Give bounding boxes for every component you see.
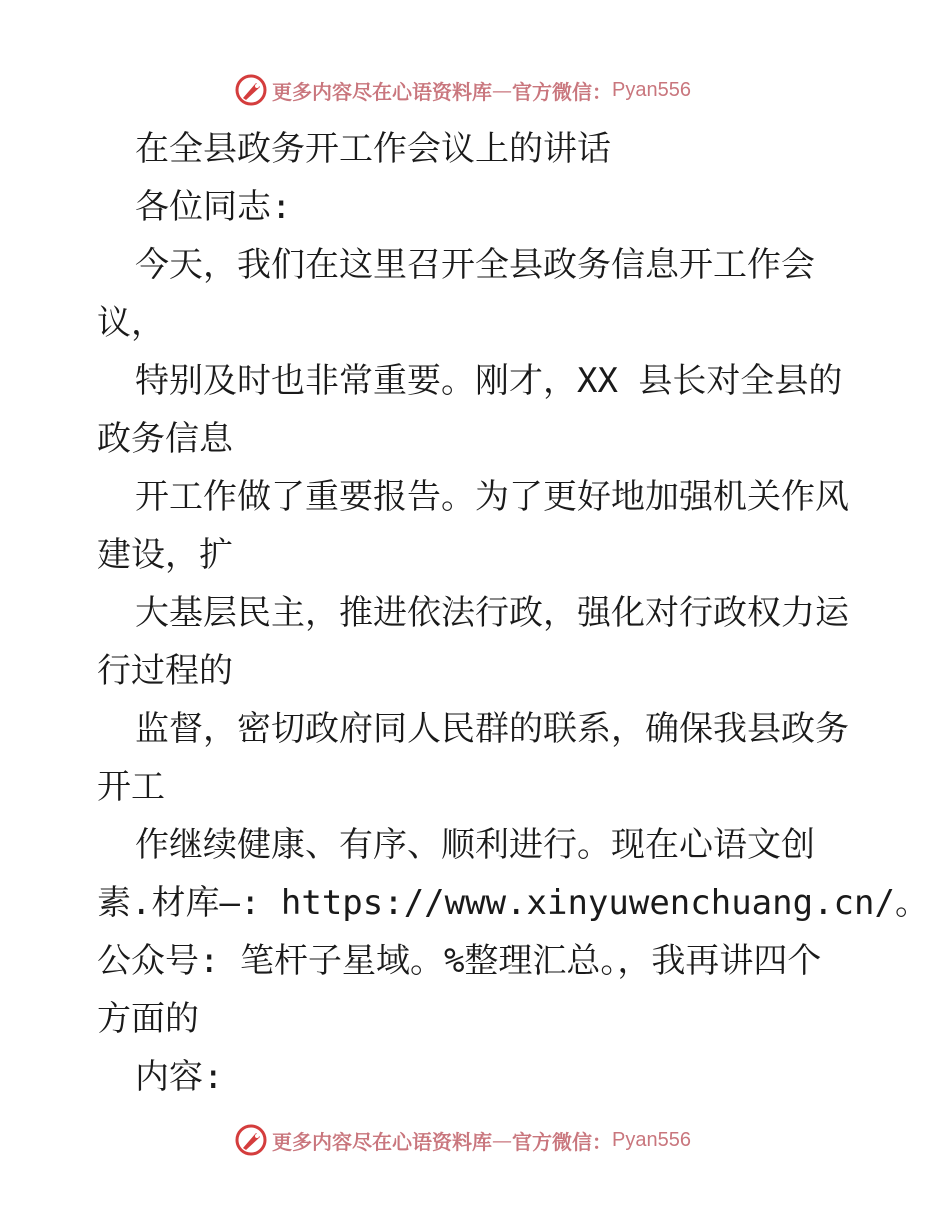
body-line: 开工作做了重要报告。为了更好地加强机关作风 (135, 477, 849, 517)
banner-text: 更多内容尽在心语资料库 (272, 79, 492, 104)
body-line: 今天，我们在这里召开全县政务信息开工作会 (135, 245, 815, 285)
banner-wechat-label: 官方微信： (512, 1129, 612, 1154)
banner-wechat-id: Pyan556 (612, 78, 691, 101)
body-line: 开工 (97, 767, 165, 807)
pen-nib-logo-icon (234, 1123, 268, 1157)
salutation-line: 各位同志: (135, 187, 292, 227)
body-line: 大基层民主，推进依法行政，强化对行政权力运 (135, 593, 849, 633)
body-line: 方面的 (97, 999, 199, 1039)
body-line: 监督，密切政府同人民群的联系，确保我县政务 (135, 709, 849, 749)
body-line: 议， (97, 303, 165, 343)
body-line: 行过程的 (97, 651, 233, 691)
banner-text: 更多内容尽在心语资料库 (272, 1129, 492, 1154)
document-body (97, 120, 929, 1106)
body-line: 建设，扩 (97, 535, 233, 575)
url-line: 素.材库—: https://www.xinyuwenchuang.cn/。 (97, 883, 929, 923)
banner-wechat-id: Pyan556 (612, 1128, 691, 1151)
body-line: 特别及时也非常重要。刚才，XX 县长对全县的 (135, 361, 843, 401)
header-banner (234, 70, 691, 110)
pen-nib-logo-icon (234, 73, 268, 107)
banner-wechat-label: 官方微信： (512, 79, 612, 104)
body-line: 作继续健康、有序、顺利进行。现在心语文创 (135, 825, 815, 865)
banner-dash: — (492, 1128, 512, 1152)
banner-dash: — (492, 78, 512, 102)
body-line: 内容: (135, 1057, 224, 1097)
footer-banner (234, 1120, 691, 1160)
document-title: 在全县政务开工作会议上的讲话 (135, 129, 611, 169)
body-line: 公众号: 笔杆子星域。%整理汇总。，我再讲四个 (97, 941, 822, 981)
body-line: 政务信息 (97, 419, 233, 459)
